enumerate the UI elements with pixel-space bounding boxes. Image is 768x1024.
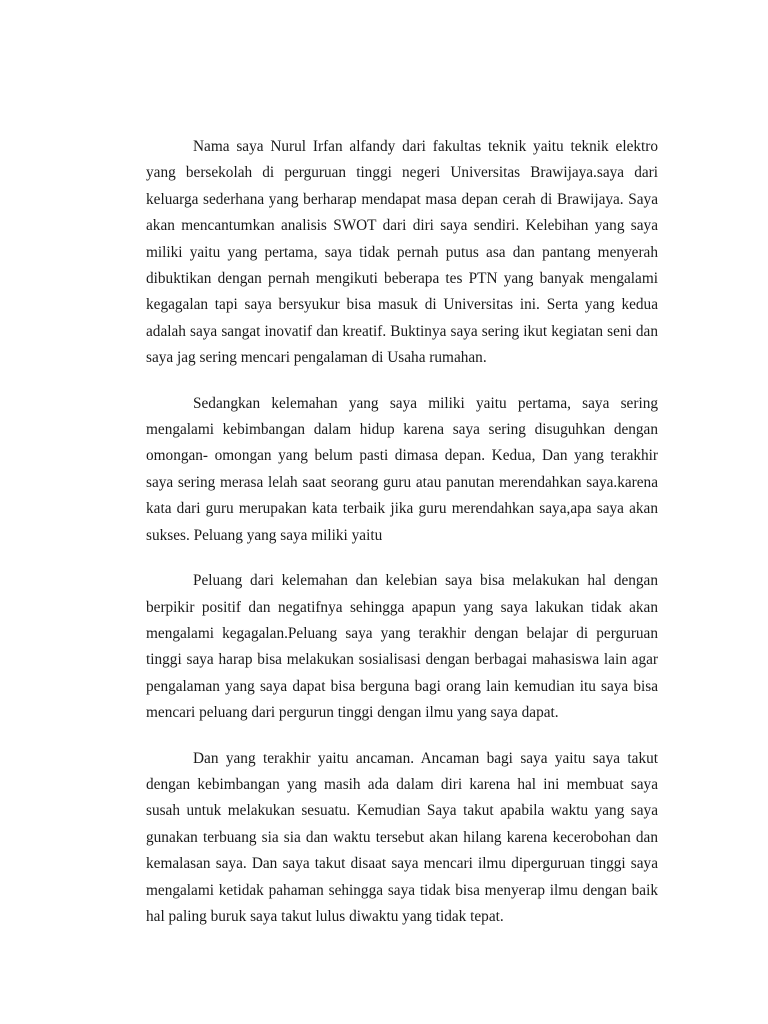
document-body [146,134,658,930]
paragraph-strengths: Nama saya Nurul Irfan alfandy dari fakultas teknik yaitu teknik elektro yang bersekolah di perguruan tinggi negeri Universitas Brawijaya.saya dari keluarga sederhana yang berharap mendapat masa depan cerah di Brawijaya. Saya akan mencantumkan analisis SWOT dari diri saya sendiri. Kelebihan yang saya miliki yaitu yang pertama, saya tidak pernah putus asa dan pantang menyerah dibuktikan dengan pernah mengikuti beberapa tes PTN yang banyak mengalami kegagalan tapi saya bersyukur bisa masuk di Universitas ini. Serta yang kedua adalah saya sangat inovatif dan kreatif. Buktinya saya sering ikut kegiatan seni dan saya jag sering mencari pengalaman di Usaha rumahan. [146,138,658,367]
paragraph-weaknesses: Sedangkan kelemahan yang saya miliki yaitu pertama, saya sering mengalami kebimbangan dalam hidup karena saya sering disuguhkan dengan omongan- omongan yang belum pasti dimasa depan. Kedua, Dan yang terakhir saya sering merasa lelah saat seorang guru atau panutan merendahkan saya.karena kata dari guru merupakan kata terbaik jika guru merendahkan saya,apa saya akan sukses. Peluang yang saya miliki yaitu [146,394,658,544]
paragraph-threats: Dan yang terakhir yaitu ancaman. Ancaman bagi saya yaitu saya takut dengan kebimbangan yang masih ada dalam diri karena hal ini membuat saya susah untuk melakukan sesuatu. Kemudian Saya takut apabila waktu yang saya gunakan terbuang sia sia dan waktu tersebut akan hilang karena kecerobohan dan kemalasan saya. Dan saya takut disaat saya mencari ilmu diperguruan tinggi saya mengalami ketidak pahaman sehingga saya tidak bisa menyerap ilmu dengan baik hal paling buruk saya takut lulus diwaktu yang tidak tepat. [146,749,658,925]
paragraph-opportunities: Peluang dari kelemahan dan kelebian saya bisa melakukan hal dengan berpikir positif dan negatifnya sehingga apapun yang saya lakukan tidak akan mengalami kegagalan.Peluang saya yang terakhir dengan belajar di perguruan tinggi saya harap bisa melakukan sosialisasi dengan berbagai mahasiswa lain agar pengalaman yang saya dapat bisa berguna bagi orang lain kemudian itu saya bisa mencari peluang dari pergurun tinggi dengan ilmu yang saya dapat. [146,572,658,722]
